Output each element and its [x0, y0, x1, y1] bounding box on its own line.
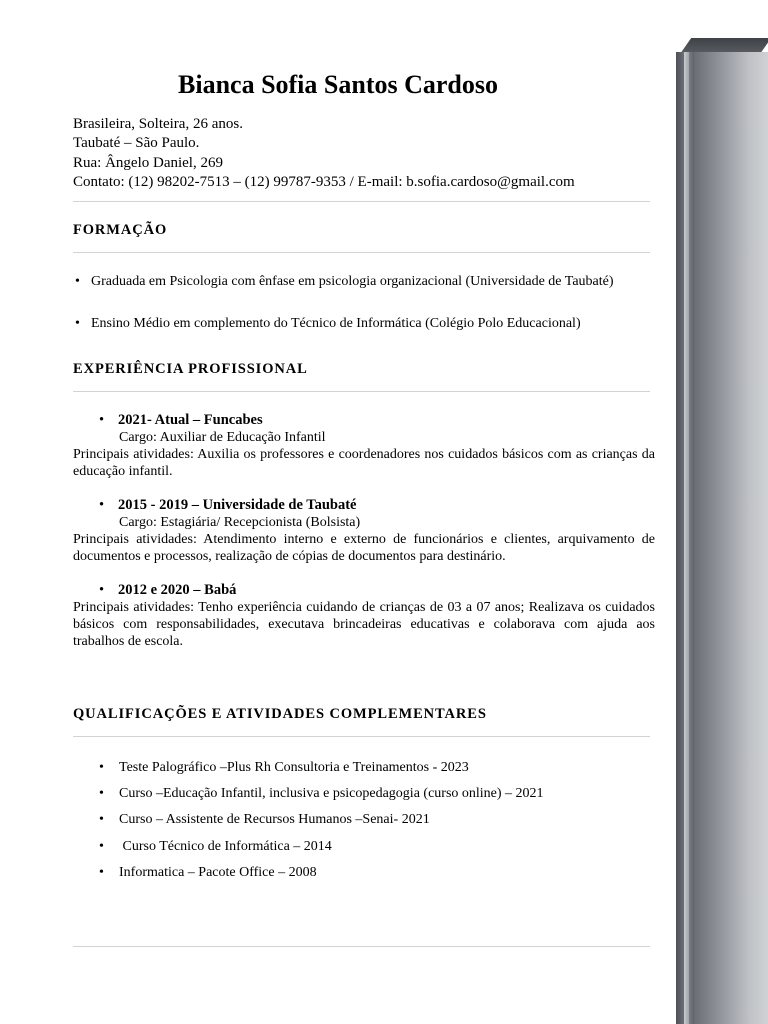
bullet: •	[99, 812, 104, 827]
qualificacao-item: Curso –Educação Infantil, inclusiva e psicopedagogia (curso online) – 2021	[119, 786, 544, 801]
bullet: •	[99, 786, 104, 801]
bullet: •	[99, 760, 104, 775]
contact-line: Contato: (12) 98202-7513 – (12) 99787-9353 / E-mail: b.sofia.cardoso@gmail.com	[73, 173, 575, 190]
info-line: Taubaté – São Paulo.	[73, 135, 200, 152]
divider	[73, 736, 650, 737]
section-heading-qualificacoes: QUALIFICAÇÕES E ATIVIDADES COMPLEMENTARES	[73, 706, 487, 722]
job-entry	[73, 582, 655, 650]
bullet: •	[99, 865, 104, 880]
job-title: 2021- Atual – Funcabes	[118, 412, 263, 428]
bullet: •	[99, 497, 105, 513]
bullet: •	[75, 274, 80, 289]
bullet: •	[99, 412, 105, 428]
bullet: •	[99, 582, 105, 598]
info-line: Rua: Ângelo Daniel, 269	[73, 154, 223, 171]
job-role: Cargo: Estagiária/ Recepcionista (Bolsista)	[119, 515, 361, 530]
divider	[73, 201, 650, 202]
job-title: 2012 e 2020 – Babá	[118, 582, 237, 598]
qualificacao-item: Teste Palográfico –Plus Rh Consultoria e Treinamentos - 2023	[119, 760, 469, 775]
personal-info	[73, 115, 575, 192]
job-entry	[73, 412, 655, 480]
info-line: Brasileira, Solteira, 26 anos.	[73, 116, 243, 132]
divider	[73, 252, 650, 253]
job-description: Principais atividades: Atendimento interno e externo de funcionários e clientes, arquivamento de documentos e processos, realização de cópias de documentos para destinário.	[73, 532, 655, 564]
section-heading-experiencia: EXPERIÊNCIA PROFISSIONAL	[73, 361, 308, 377]
formacao-item: Graduada em Psicologia com ênfase em psicologia organizacional (Universidade de Taubaté)	[91, 274, 614, 289]
job-description: Principais atividades: Tenho experiência cuidando de crianças de 03 a 07 anos; Realizava os cuidados básicos com responsabilidades, executava brincadeiras educativas e colaborava com ajuda aos trabalhos de escola.	[73, 600, 655, 649]
divider	[73, 391, 650, 392]
job-description: Principais atividades: Auxilia os professores e coordenadores nos cuidados básicos com as crianças da educação infantil.	[73, 447, 655, 479]
job-role: Cargo: Auxiliar de Educação Infantil	[119, 430, 326, 445]
qualificacao-item: Curso Técnico de Informática – 2014	[119, 839, 332, 854]
job-entry	[73, 497, 655, 565]
divider	[73, 946, 650, 947]
qualificacao-item: Informatica – Pacote Office – 2008	[119, 865, 317, 880]
section-heading-formacao: FORMAÇÃO	[73, 222, 168, 238]
bullet: •	[99, 839, 104, 854]
formacao-item: Ensino Médio em complemento do Técnico de Informática (Colégio Polo Educacional)	[91, 316, 581, 331]
binder-decoration	[676, 38, 768, 1024]
qualificacao-item: Curso – Assistente de Recursos Humanos –Senai- 2021	[119, 812, 430, 827]
bullet: •	[75, 316, 80, 331]
candidate-name: Bianca Sofia Santos Cardoso	[178, 70, 498, 99]
job-title: 2015 - 2019 – Universidade de Taubaté	[118, 497, 357, 513]
